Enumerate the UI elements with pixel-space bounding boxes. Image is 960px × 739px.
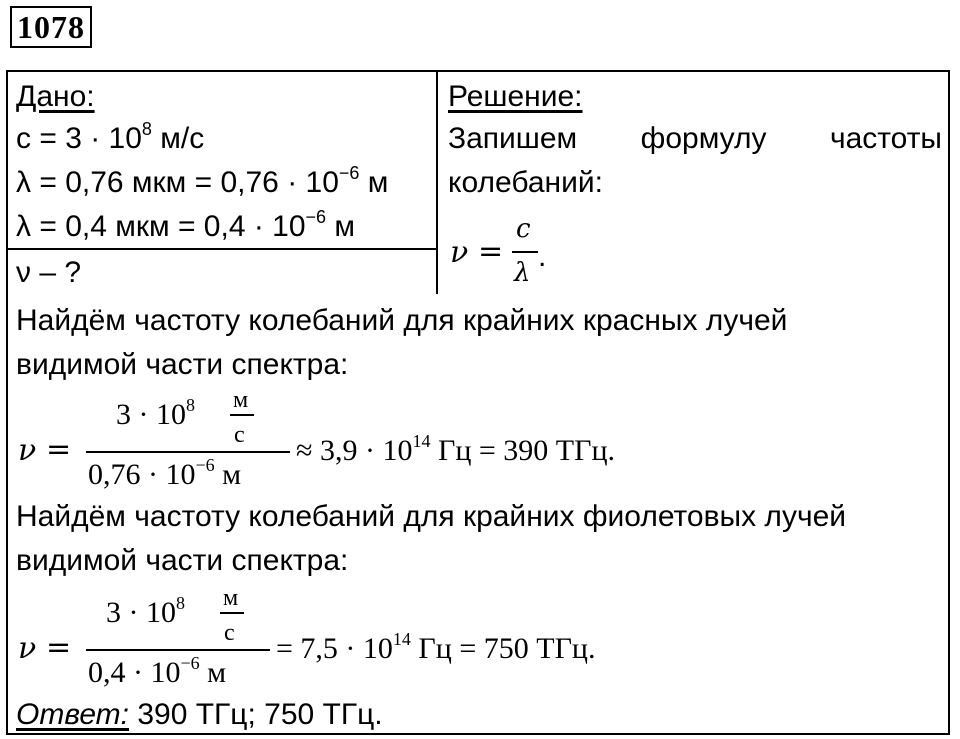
- formula-lambda: λ: [514, 258, 531, 288]
- answer-line: [16, 698, 383, 732]
- violet-denominator: $0,4 \cdot 10^{-6}$ м: [88, 653, 227, 689]
- given-divider-horizontal: [8, 248, 438, 250]
- red-unit-fraction-line: [230, 414, 254, 416]
- red-text-line1: Найдём частоту колебаний для крайних красных лучей: [16, 304, 788, 337]
- solution-intro-line2: колебаний:: [448, 166, 603, 199]
- violet-unit-s: с: [224, 620, 235, 646]
- red-fraction-line: [86, 451, 290, 453]
- given-find: ν – ?: [16, 256, 82, 289]
- violet-numerator: $3 \cdot 10^8$: [106, 593, 185, 629]
- formula-c: c: [516, 214, 531, 244]
- formula-dot: .: [538, 240, 547, 273]
- given-wavelength-red: λ = 0,76 мкм = $0,76 \cdot 10^{-6}$ м: [16, 163, 389, 199]
- formula-fraction-line: [512, 251, 538, 253]
- red-unit-s: с: [234, 422, 245, 448]
- red-numerator: $3 \cdot 10^8$: [116, 395, 195, 431]
- violet-unit-m: м: [223, 585, 239, 611]
- given-speed-of-light: $c = 3 \cdot 10^8$ м/с: [16, 119, 205, 155]
- solution-intro-line: Запишем формулу частоты: [448, 122, 942, 155]
- answer-label: Ответ:: [16, 698, 129, 731]
- red-denominator: $0,76 \cdot 10^{-6}$ м: [88, 455, 242, 491]
- given-heading: Дано:: [16, 80, 95, 113]
- red-equals: =: [46, 432, 72, 467]
- answer-value: 390 ТГц; 750 ТГц.: [129, 698, 383, 731]
- red-text-line2: видимой части спектра:: [16, 348, 349, 381]
- violet-text-line1: Найдём частоту колебаний для крайних фиолетовых лучей: [16, 500, 847, 533]
- violet-equals: =: [46, 630, 72, 665]
- violet-text-line2: видимой части спектра:: [16, 544, 349, 577]
- violet-result: = $7,5 \cdot 10^{14}$ Гц = 750 ТГц.: [276, 629, 596, 665]
- solution-heading: Решение:: [448, 80, 583, 113]
- violet-nu: ν: [18, 631, 37, 666]
- formula-nu: ν: [450, 235, 469, 270]
- violet-fraction-line: [86, 649, 270, 651]
- red-result: ≈ $3,9 \cdot 10^{14}$ Гц = 390 ТГц.: [296, 431, 616, 467]
- problem-number: 1078: [10, 6, 92, 48]
- formula-equals: =: [478, 234, 504, 269]
- given-divider-vertical: [436, 72, 438, 294]
- red-nu: ν: [18, 433, 37, 468]
- violet-unit-fraction-line: [220, 612, 244, 614]
- red-unit-m: м: [233, 387, 249, 413]
- given-wavelength-violet: λ = 0,4 мкм = $0,4 \cdot 10^{-6}$ м: [16, 207, 356, 243]
